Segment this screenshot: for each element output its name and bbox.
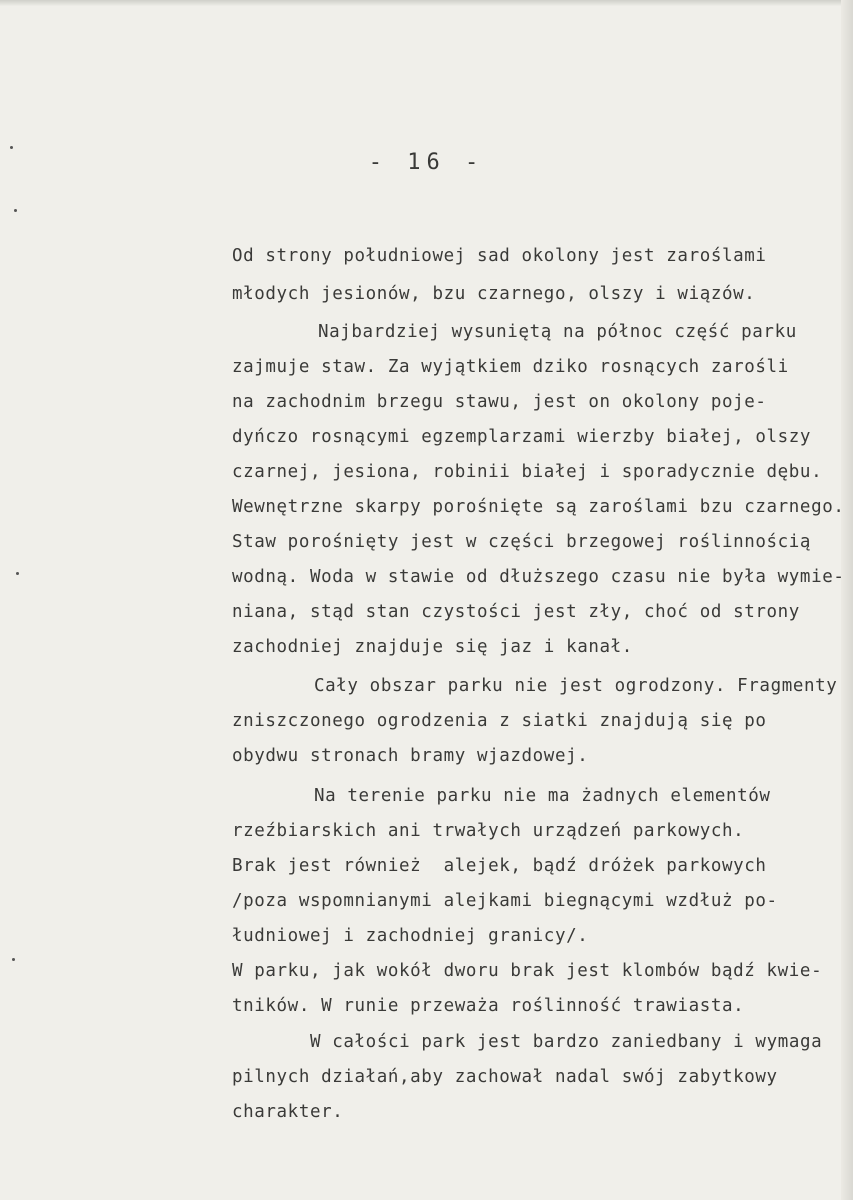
text-line: /poza wspomnianymi alejkami biegnącymi wzdłuż po- (232, 891, 778, 911)
text-line: rzeźbiarskich ani trwałych urządzeń parkowych. (232, 821, 745, 841)
text-line: wodną. Woda w stawie od dłuższego czasu nie była wymie- (232, 567, 845, 587)
margin-mark (10, 146, 13, 149)
text-line: na zachodnim brzegu stawu, jest on okolony poje- (232, 392, 767, 412)
text-line: Wewnętrzne skarpy porośnięte są zaroślami bzu czarnego. (232, 497, 845, 517)
text-line: obydwu stronach bramy wjazdowej. (232, 746, 589, 766)
text-line: Cały obszar parku nie jest ogrodzony. Fragmenty (314, 676, 838, 696)
page-right-edge (841, 0, 853, 1200)
text-line: dyńczo rosnącymi egzemplarzami wierzby białej, olszy (232, 427, 812, 447)
text-line: Brak jest również alejek, bądź dróżek parkowych (232, 856, 767, 876)
text-line: Staw porośnięty jest w części brzegowej roślinnością (232, 532, 812, 552)
page-number: - 16 - (368, 150, 485, 175)
text-line: W parku, jak wokół dworu brak jest klombów bądź kwie- (232, 961, 823, 981)
margin-mark (12, 958, 15, 961)
page-top-edge (0, 0, 853, 6)
margin-mark (16, 572, 19, 575)
text-line: Najbardziej wysuniętą na północ część parku (318, 322, 797, 342)
text-line: Od strony południowej sad okolony jest zaroślami (232, 246, 767, 266)
text-line: W całości park jest bardzo zaniedbany i wymaga (310, 1032, 823, 1052)
text-line: młodych jesionów, bzu czarnego, olszy i wiązów. (232, 284, 756, 304)
text-line: zachodniej znajduje się jaz i kanał. (232, 637, 633, 657)
text-line: pilnych działań,aby zachował nadal swój zabytkowy (232, 1067, 778, 1087)
text-line: Na terenie parku nie ma żadnych elementów (314, 786, 771, 806)
text-line: zajmuje staw. Za wyjątkiem dziko rosnących zarośli (232, 357, 789, 377)
text-line: niana, stąd stan czystości jest zły, choć od strony (232, 602, 800, 622)
margin-mark (14, 209, 17, 212)
text-line: łudniowej i zachodniej granicy/. (232, 926, 589, 946)
text-line: charakter. (232, 1102, 344, 1122)
text-line: czarnej, jesiona, robinii białej i sporadycznie dębu. (232, 462, 823, 482)
text-line: tników. W runie przeważa roślinność trawiasta. (232, 996, 745, 1016)
text-line: zniszczonego ogrodzenia z siatki znajdują się po (232, 711, 767, 731)
